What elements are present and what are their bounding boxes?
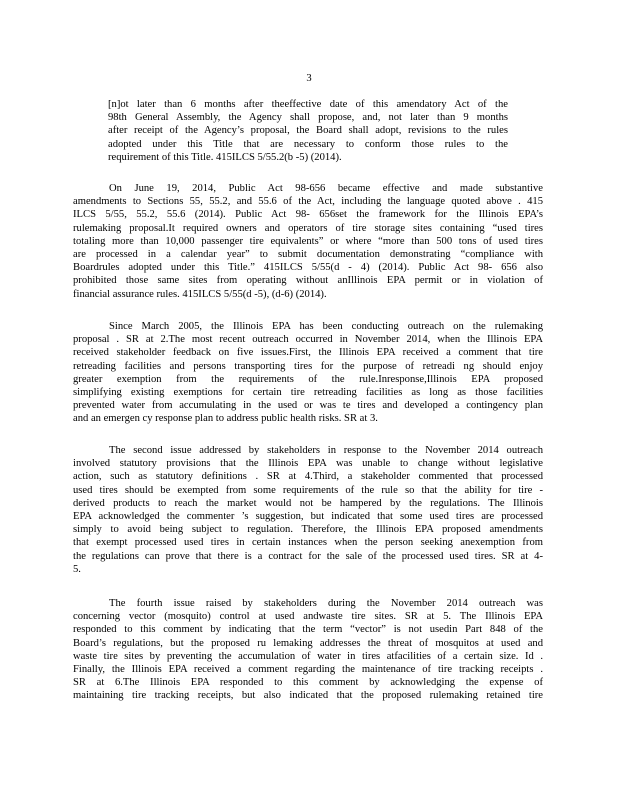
page-number: 3 xyxy=(306,73,312,84)
text-line: waste tire sites by preventing the accumulation of water in tires atfacilities of a certain size. Id . xyxy=(73,650,543,662)
text-line: and an emergen cy response plan to address public health risks. SR at 3. xyxy=(73,413,378,425)
text-line: greater exemption from the requirements of the rule.Inresponse,Illinois EPA proposed xyxy=(73,373,543,385)
text-line: concerning vector (mosquito) control at used andwaste tire sites. SR at 5. The Illinois EPA xyxy=(73,611,543,623)
text-line: maintaining tire tracking receipts, but also indicated that the proposed rulemaking retained tire xyxy=(73,690,543,702)
text-line: after receipt of the Agency’s proposal, the Board shall adopt, revisions to the rules xyxy=(108,125,508,137)
text-line: Since March 2005, the Illinois EPA has been conducting outreach on the rulemaking xyxy=(109,321,543,332)
text-line: rulemaking proposal.It required owners and operators of tire storage sites containing “used tires xyxy=(73,222,543,234)
text-line: 5. xyxy=(73,563,81,575)
text-line: Finally, the Illinois EPA received a comment regarding the maintenance of tire tracking receipts . xyxy=(73,664,543,676)
text-line: The second issue addressed by stakeholders in response to the November 2014 outreach xyxy=(109,445,543,456)
text-line: involved statutory provisions that the Illinois EPA was unable to change without legislative xyxy=(73,458,543,470)
text-line: adopted under this Title that are necessary to conform those rules to the xyxy=(108,138,508,150)
paragraph-3 xyxy=(73,444,543,576)
text-line: [n]ot later than 6 months after theeffective date of this amendatory Act of the xyxy=(108,99,508,110)
paragraph-2 xyxy=(73,320,543,426)
text-line: that exempt processed used tires in certain instances when the person seeking anexemption from xyxy=(73,537,543,549)
text-line: ILCS 5/55, 55.2, 55.6 (2014). Public Act 98- 656set the framework for the Illinois EPA’s xyxy=(73,209,543,221)
text-line: responded to this comment by indicating that the term “vector” is not usedin Part 848 of the xyxy=(73,624,543,636)
text-line: SR at 6.The Illinois EPA responded to this comment by acknowledging the expense of xyxy=(73,677,543,689)
paragraph-4 xyxy=(73,597,543,703)
text-line: derived products to reach the market would not be hampered by the regulations. The Illinois xyxy=(73,497,543,509)
paragraph-1 xyxy=(73,182,543,301)
text-line: action, such as statutory definitions . SR at 4.Third, a stakeholder commented that processed xyxy=(73,471,543,483)
text-line: requirement of this Title. 415ILCS 5/55.2(b -5) (2014). xyxy=(108,151,342,163)
text-line: The fourth issue raised by stakeholders during the November 2014 outreach was xyxy=(109,598,543,609)
text-line: used tires should be exempted from some requirements of the rule so that the ability for tire - xyxy=(73,484,543,496)
text-line: simplifying existing exemptions for certain tire retreading facilities as long as those facilities xyxy=(73,387,543,399)
text-line: Boardrules adopted under this Title.” 415ILCS 5/55(d - 4) (2014). Public Act 98- 656 also xyxy=(73,262,543,274)
text-line: prevented water from accumulating in the used or was te tires and developed a contingency plan xyxy=(73,400,543,412)
text-line: are processed in a calendar year” to submit documentation demonstrating “compliance with xyxy=(73,249,543,261)
text-line: totaling more than 10,000 passenger tire equivalents” or where “more than 500 tons of used tires xyxy=(73,235,543,247)
statutory-quote xyxy=(108,98,508,164)
text-line: the regulations can prove that there is a contract for the sale of the processed used tires. SR at 4- xyxy=(73,550,543,562)
text-line: On June 19, 2014, Public Act 98-656 became effective and made substantive xyxy=(109,183,543,194)
text-line: retreading facilities and persons transporting tires for the purpose of retreadi ng should enjoy xyxy=(73,360,543,372)
text-line: received stakeholder feedback on five issues.First, the Illinois EPA received a comment that tire xyxy=(73,347,543,359)
text-line: simply to avoid being subject to regulation. Therefore, the Illinois EPA proposed amendments xyxy=(73,524,543,536)
text-line: financial assurance rules. 415ILCS 5/55(d -5), (d-6) (2014). xyxy=(73,288,327,300)
text-line: proposal . SR at 2.The most recent outreach occurred in November 2014, when the Illinois EPA xyxy=(73,334,543,346)
text-line: amendments to Sections 55, 55.2, and 55.6 of the Act, including the language quoted above . 415 xyxy=(73,196,543,208)
text-line: prohibited those same sites from operating without anIllinois EPA permit or in violation of xyxy=(73,275,543,287)
text-line: 98th General Assembly, the Agency shall propose, and, not later than 9 months xyxy=(108,112,508,124)
text-line: EPA acknowledged the commenter ’s suggestion, but indicated that some used tires are processed xyxy=(73,511,543,523)
text-line: Board’s regulations, but the proposed ru lemaking addresses the threat of mosquitos at used and xyxy=(73,637,543,649)
